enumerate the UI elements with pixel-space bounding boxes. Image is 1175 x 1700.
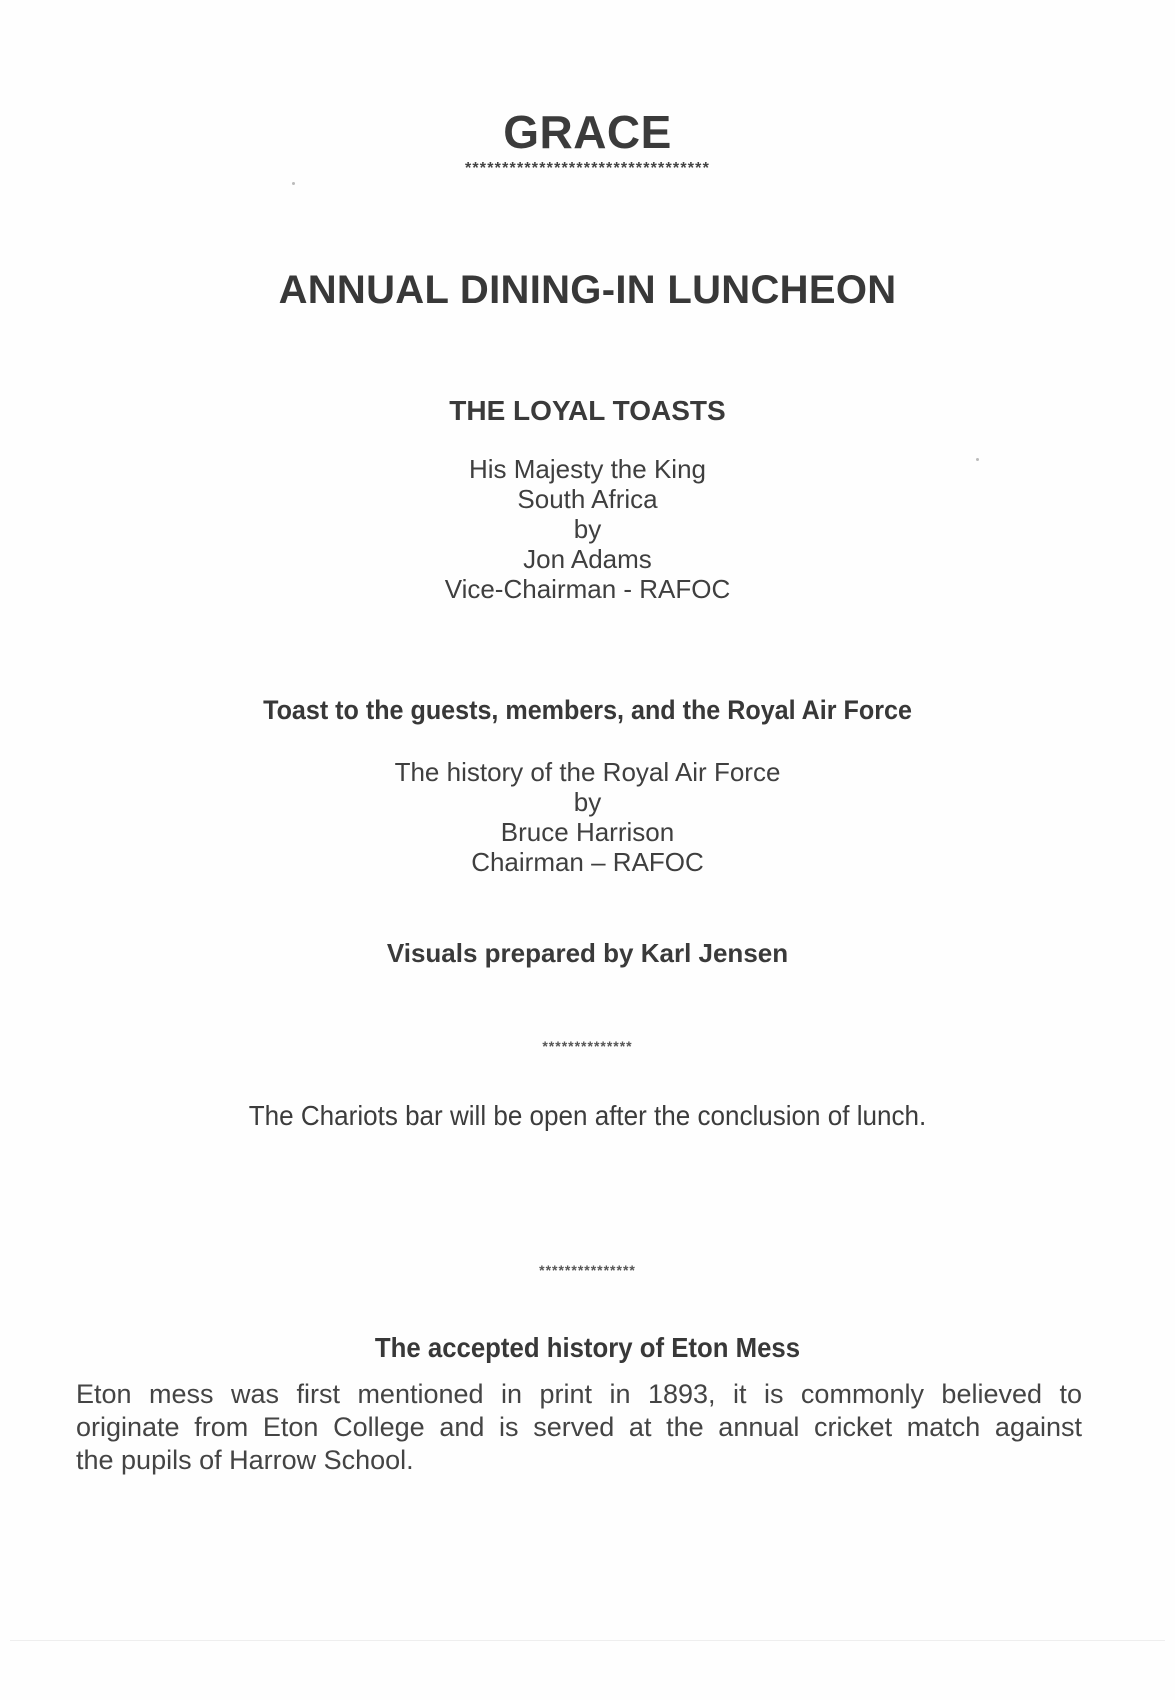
eton-mess-line: the pupils of Harrow School.: [76, 1445, 414, 1475]
loyal-toasts-details: [0, 454, 1175, 604]
loyal-toasts-heading: THE LOYAL TOASTS: [449, 395, 726, 426]
toast-guests-line: by: [573, 787, 602, 817]
loyal-toasts-line: South Africa: [517, 484, 658, 514]
asterisk-divider: *********************************: [464, 160, 711, 177]
asterisk-divider: **************: [542, 1038, 633, 1054]
grace-heading: GRACE: [503, 106, 672, 158]
toast-guests-heading: Toast to the guests, members, and the Royal Air Force: [263, 695, 912, 725]
eton-mess-line: originate from Eton College and is served at the annual cricket match against: [76, 1412, 1082, 1442]
scan-speck: [292, 182, 295, 185]
scan-speck: [976, 458, 979, 461]
event-title: ANNUAL DINING-IN LUNCHEON: [278, 268, 897, 312]
loyal-toasts-line: Jon Adams: [523, 544, 652, 574]
eton-mess-paragraph: [76, 1378, 1082, 1477]
chariots-bar-notice: The Chariots bar will be open after the conclusion of lunch.: [248, 1100, 927, 1131]
toast-guests-line: Bruce Harrison: [500, 817, 675, 847]
toast-guests-details: [0, 757, 1175, 877]
eton-mess-heading: The accepted history of Eton Mess: [374, 1332, 801, 1363]
loyal-toasts-line: Vice-Chairman - RAFOC: [444, 574, 731, 604]
eton-mess-line: Eton mess was first mentioned in print in 1893, it is commonly believed to: [76, 1379, 1082, 1409]
toast-guests-line: The history of the Royal Air Force: [394, 757, 781, 787]
toast-guests-line: Chairman – RAFOC: [471, 847, 704, 877]
visuals-credit: Visuals prepared by Karl Jensen: [386, 938, 789, 968]
scan-artifact-line: [10, 1640, 1165, 1641]
loyal-toasts-line: His Majesty the King: [469, 454, 706, 484]
asterisk-divider: ***************: [539, 1262, 636, 1278]
loyal-toasts-line: by: [573, 514, 602, 544]
